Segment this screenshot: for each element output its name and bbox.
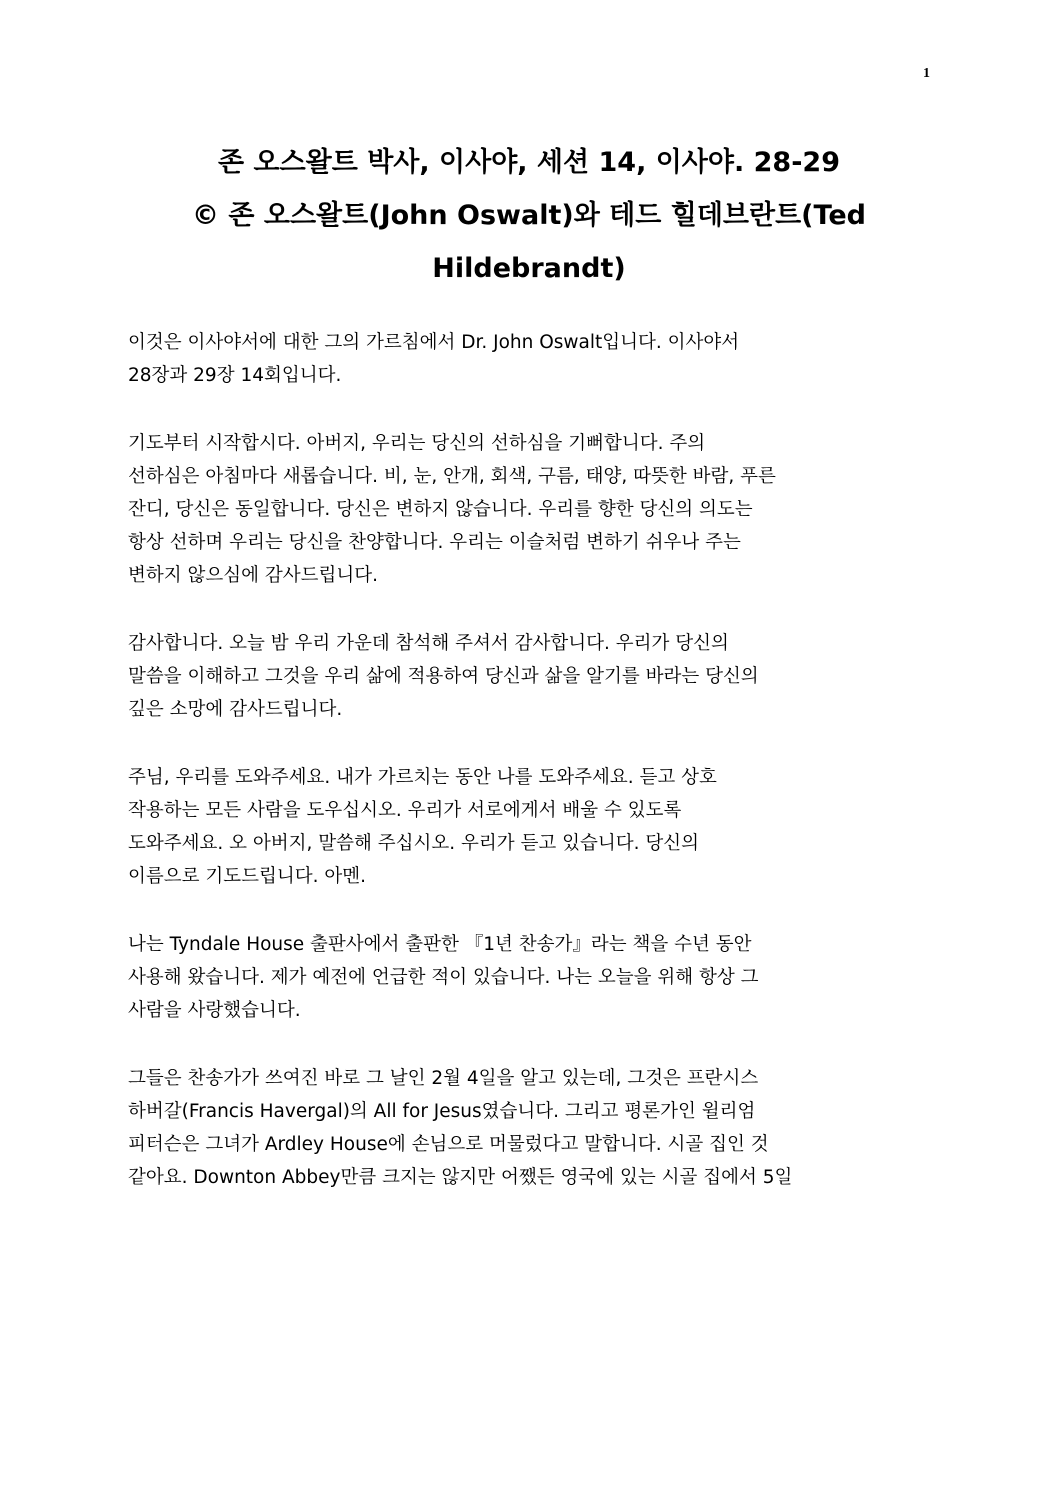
text-line: 28장과 29장 14회입니다.: [128, 365, 342, 386]
text-line: 감사합니다. 오늘 밤 우리 가운데 참석해 주셔서 감사합니다. 우리가 당신의: [128, 633, 729, 654]
paragraph-prayer-3: [128, 761, 928, 893]
paragraph-havergal: [128, 1062, 928, 1194]
document-body: [128, 326, 928, 1229]
title-line: 존 오스왈트 박사, 이사야, 세션 14, 이사야. 28-29: [218, 147, 840, 178]
text-line: 사용해 왔습니다. 제가 예전에 언급한 적이 있습니다. 나는 오늘을 위해 항상 그: [128, 967, 759, 988]
title-line: Hildebrandt): [432, 253, 626, 284]
text-line: 그들은 찬송가가 쓰여진 바로 그 날인 2월 4일을 알고 있는데, 그것은 프란시스: [128, 1068, 759, 1089]
text-line: 선하심은 아침마다 새롭습니다. 비, 눈, 안개, 회색, 구름, 태양, 따뜻한 바람, 푸른: [128, 466, 776, 487]
text-line: 항상 선하며 우리는 당신을 찬양합니다. 우리는 이슬처럼 변하기 쉬우나 주는: [128, 532, 741, 553]
text-line: 주님, 우리를 도와주세요. 내가 가르치는 동안 나를 도와주세요. 듣고 상호: [128, 767, 717, 788]
text-line: 기도부터 시작합시다. 아버지, 우리는 당신의 선하심을 기뻐합니다. 주의: [128, 433, 706, 454]
text-line: 피터슨은 그녀가 Ardley House에 손님으로 머물렀다고 말합니다. 시골 집인 것: [128, 1134, 769, 1155]
paragraph-prayer-1: [128, 427, 928, 592]
page-number: 1: [923, 66, 930, 81]
text-line: 사람을 사랑했습니다.: [128, 1000, 301, 1021]
text-line: 이름으로 기도드립니다. 아멘.: [128, 866, 366, 887]
text-line: 이것은 이사야서에 대한 그의 가르침에서 Dr. John Oswalt입니다. 이사야서: [128, 332, 740, 353]
text-line: 작용하는 모든 사람을 도우십시오. 우리가 서로에게서 배울 수 있도록: [128, 800, 682, 821]
paragraph-prayer-2: [128, 627, 928, 726]
document-title: [120, 136, 938, 295]
paragraph-intro: [128, 326, 928, 392]
text-line: 말씀을 이해하고 그것을 우리 삶에 적용하여 당신과 삶을 알기를 바라는 당신의: [128, 666, 759, 687]
text-line: 나는 Tyndale House 출판사에서 출판한 『1년 찬송가』라는 책을 수년 동안: [128, 934, 752, 955]
text-line: 깊은 소망에 감사드립니다.: [128, 699, 343, 720]
paragraph-hymnal: [128, 928, 928, 1027]
text-line: 잔디, 당신은 동일합니다. 당신은 변하지 않습니다. 우리를 향한 당신의 의도는: [128, 499, 753, 520]
text-line: 같아요. Downton Abbey만큼 크지는 않지만 어쨌든 영국에 있는 시골 집에서 5일: [128, 1167, 793, 1188]
text-line: 도와주세요. 오 아버지, 말씀해 주십시오. 우리가 듣고 있습니다. 당신의: [128, 833, 699, 854]
text-line: 변하지 않으심에 감사드립니다.: [128, 565, 378, 586]
text-line: 하버갈(Francis Havergal)의 All for Jesus였습니다. 그리고 평론가인 윌리엄: [128, 1101, 756, 1122]
title-line: © 존 오스왈트(John Oswalt)와 테드 힐데브란트(Ted: [192, 200, 866, 231]
